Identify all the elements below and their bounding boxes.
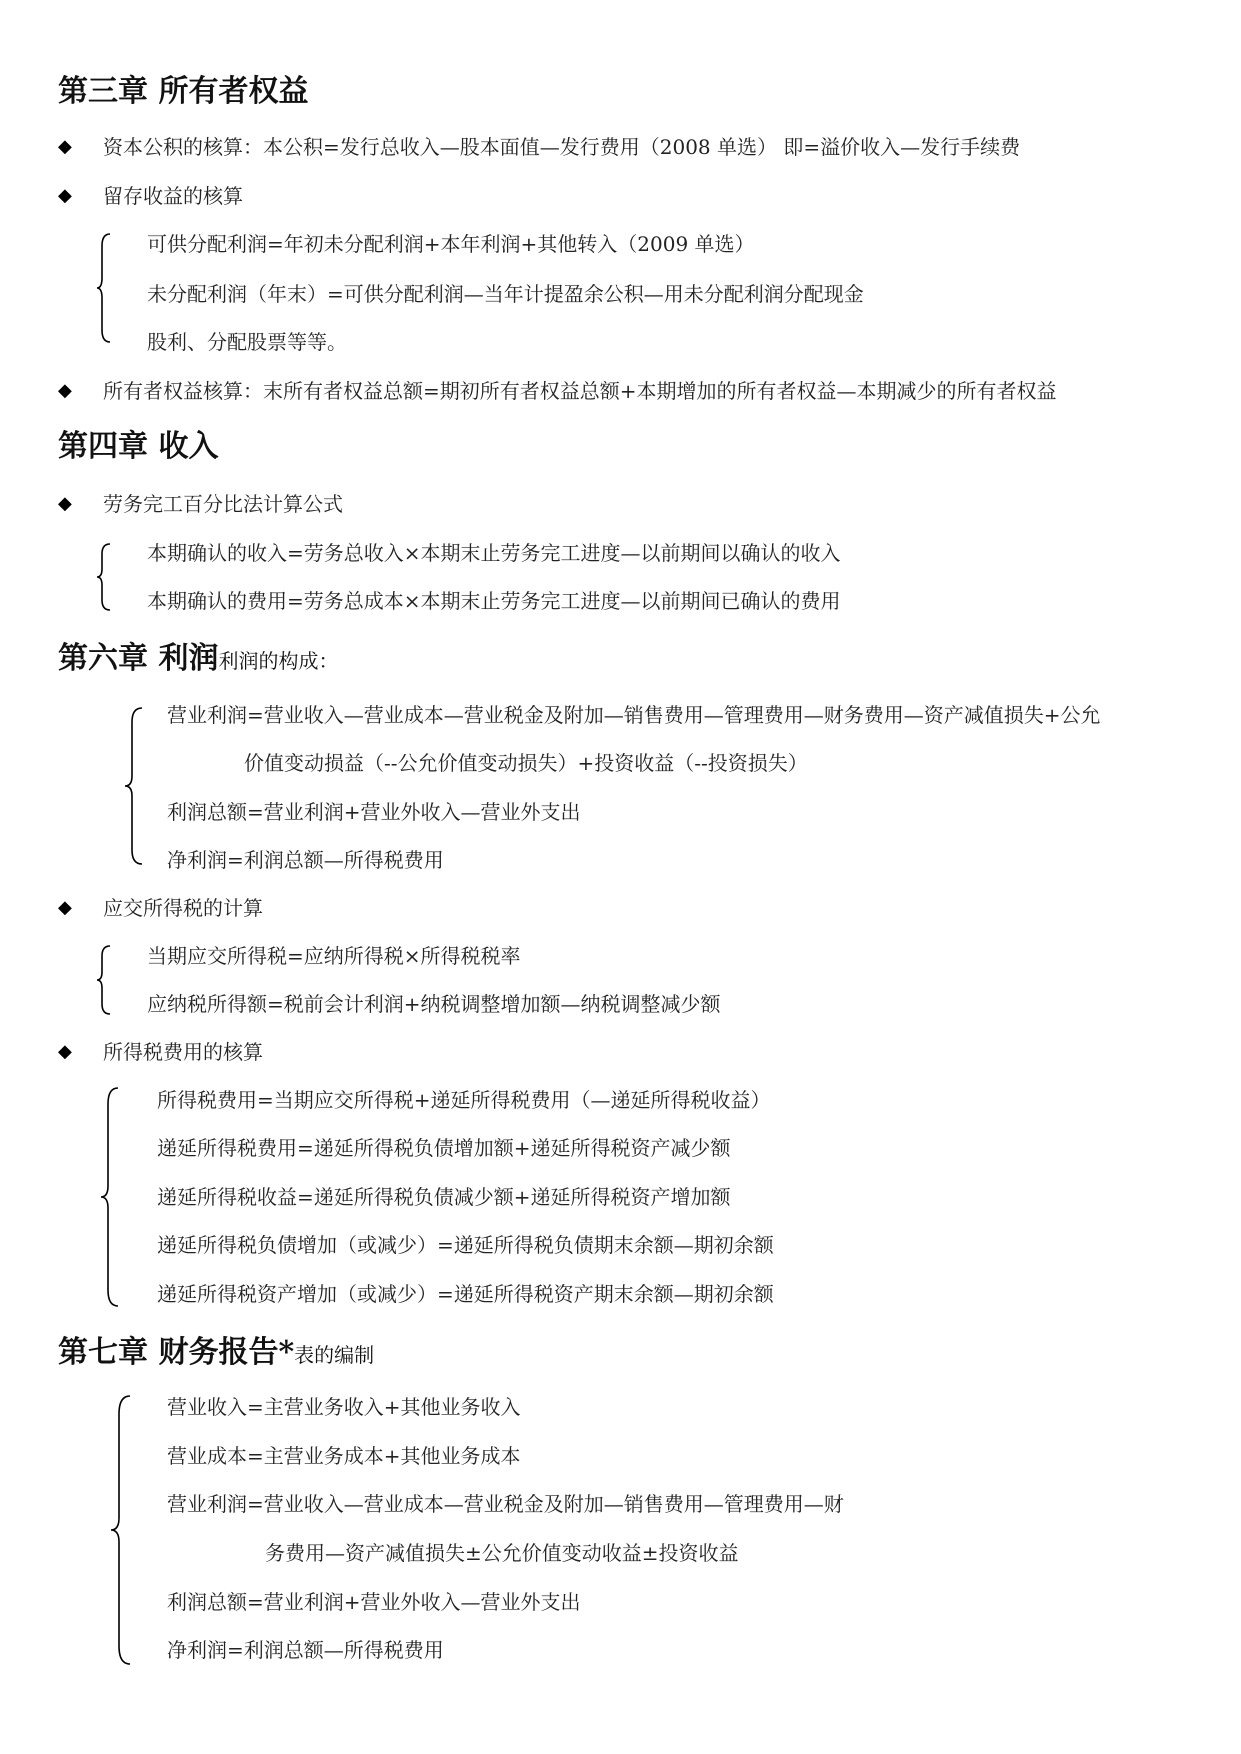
bullet-diamond-icon: ◆ bbox=[58, 493, 72, 514]
formula-current-revenue: 本期确认的收入=劳务总收入×本期末止劳务完工进度—以前期间以确认的收入 bbox=[147, 541, 841, 565]
formula-operating-revenue: 营业收入=主营业务收入+其他业务收入 bbox=[167, 1395, 521, 1419]
formula-current-expense: 本期确认的费用=劳务总成本×本期末止劳务完工进度—以前期间已确认的费用 bbox=[147, 589, 841, 613]
capital-reserve-item: 资本公积的核算：本公积=发行总收入—股本面值—发行费用（2008 单选） 即=溢价收入—发行手续费 bbox=[103, 135, 1021, 159]
formula-deferred-tax-expense: 递延所得税费用=递延所得税负债增加额+递延所得税资产减少额 bbox=[157, 1136, 731, 1160]
formula-total-profit: 利润总额=营业利润+营业外收入—营业外支出 bbox=[167, 800, 581, 824]
formula-deferred-tax-income: 递延所得税收益=递延所得税负债减少额+递延所得税资产增加额 bbox=[157, 1185, 731, 1209]
formula-operating-profit: 营业利润=营业收入—营业成本—营业税金及附加—销售费用—管理费用—财务费用—资产减值损失+公允 bbox=[167, 703, 1101, 727]
bullet-diamond-icon: ◆ bbox=[58, 897, 72, 918]
brace-icon bbox=[96, 542, 114, 612]
income-tax-payable-item: 应交所得税的计算 bbox=[103, 896, 263, 920]
formula-deferred-tax-asset-change: 递延所得税资产增加（或减少）=递延所得税资产期末余额—期初余额 bbox=[157, 1282, 774, 1306]
formula-total-profit: 利润总额=营业利润+营业外收入—营业外支出 bbox=[167, 1590, 581, 1614]
chapter-7-title: 第七章 财务报告* bbox=[58, 1335, 295, 1370]
bullet-diamond-icon: ◆ bbox=[58, 185, 72, 206]
brace-icon bbox=[100, 1086, 122, 1308]
brace-icon bbox=[110, 1394, 134, 1666]
income-tax-expense-item: 所得税费用的核算 bbox=[103, 1040, 263, 1064]
chapter-6-subtitle: 利润的构成： bbox=[218, 649, 339, 673]
formula-current-tax-payable: 当期应交所得税=应纳所得税×所得税税率 bbox=[147, 944, 521, 968]
formula-operating-profit: 营业利润=营业收入—营业成本—营业税金及附加—销售费用—管理费用—财 bbox=[167, 1492, 844, 1516]
chapter-6-heading bbox=[58, 642, 338, 678]
retained-earnings-item: 留存收益的核算 bbox=[103, 184, 243, 208]
formula-undistributed-profit-cont: 股利、分配股票等等。 bbox=[147, 330, 347, 354]
owners-equity-item: 所有者权益核算：末所有者权益总额=期初所有者权益总额+本期增加的所有者权益—本期减少的所有者权益 bbox=[103, 379, 1057, 403]
formula-operating-cost: 营业成本=主营业务成本+其他业务成本 bbox=[167, 1444, 521, 1468]
formula-undistributed-profit: 未分配利润（年末）=可供分配利润—当年计提盈余公积—用未分配利润分配现金 bbox=[147, 282, 864, 306]
bullet-diamond-icon: ◆ bbox=[58, 136, 72, 157]
formula-net-profit: 净利润=利润总额—所得税费用 bbox=[167, 848, 444, 872]
formula-operating-profit-cont: 价值变动损益（--公允价值变动损失）+投资收益（--投资损失） bbox=[244, 751, 808, 775]
chapter-6-title: 第六章 利润 bbox=[58, 641, 219, 676]
chapter-7-heading bbox=[58, 1336, 374, 1372]
chapter-3-heading: 第三章 所有者权益 bbox=[58, 74, 309, 109]
brace-icon bbox=[96, 944, 114, 1016]
formula-taxable-income: 应纳税所得额=税前会计利润+纳税调整增加额—纳税调整减少额 bbox=[147, 992, 721, 1016]
formula-distributable-profit: 可供分配利润=年初未分配利润+本年利润+其他转入（2009 单选） bbox=[147, 232, 755, 256]
formula-deferred-tax-liability-change: 递延所得税负债增加（或减少）=递延所得税负债期末余额—期初余额 bbox=[157, 1233, 774, 1257]
formula-operating-profit-cont: 务费用—资产减值损失±公允价值变动收益±投资收益 bbox=[265, 1541, 739, 1565]
brace-icon bbox=[124, 706, 146, 866]
bullet-diamond-icon: ◆ bbox=[58, 380, 72, 401]
chapter-7-subtitle: 表的编制 bbox=[294, 1343, 375, 1367]
brace-icon bbox=[96, 232, 114, 344]
formula-tax-expense: 所得税费用=当期应交所得税+递延所得税费用（—递延所得税收益） bbox=[157, 1088, 771, 1112]
formula-net-profit: 净利润=利润总额—所得税费用 bbox=[167, 1638, 444, 1662]
chapter-4-heading: 第四章 收入 bbox=[58, 429, 219, 464]
bullet-diamond-icon: ◆ bbox=[58, 1041, 72, 1062]
completion-method-item: 劳务完工百分比法计算公式 bbox=[103, 492, 343, 516]
